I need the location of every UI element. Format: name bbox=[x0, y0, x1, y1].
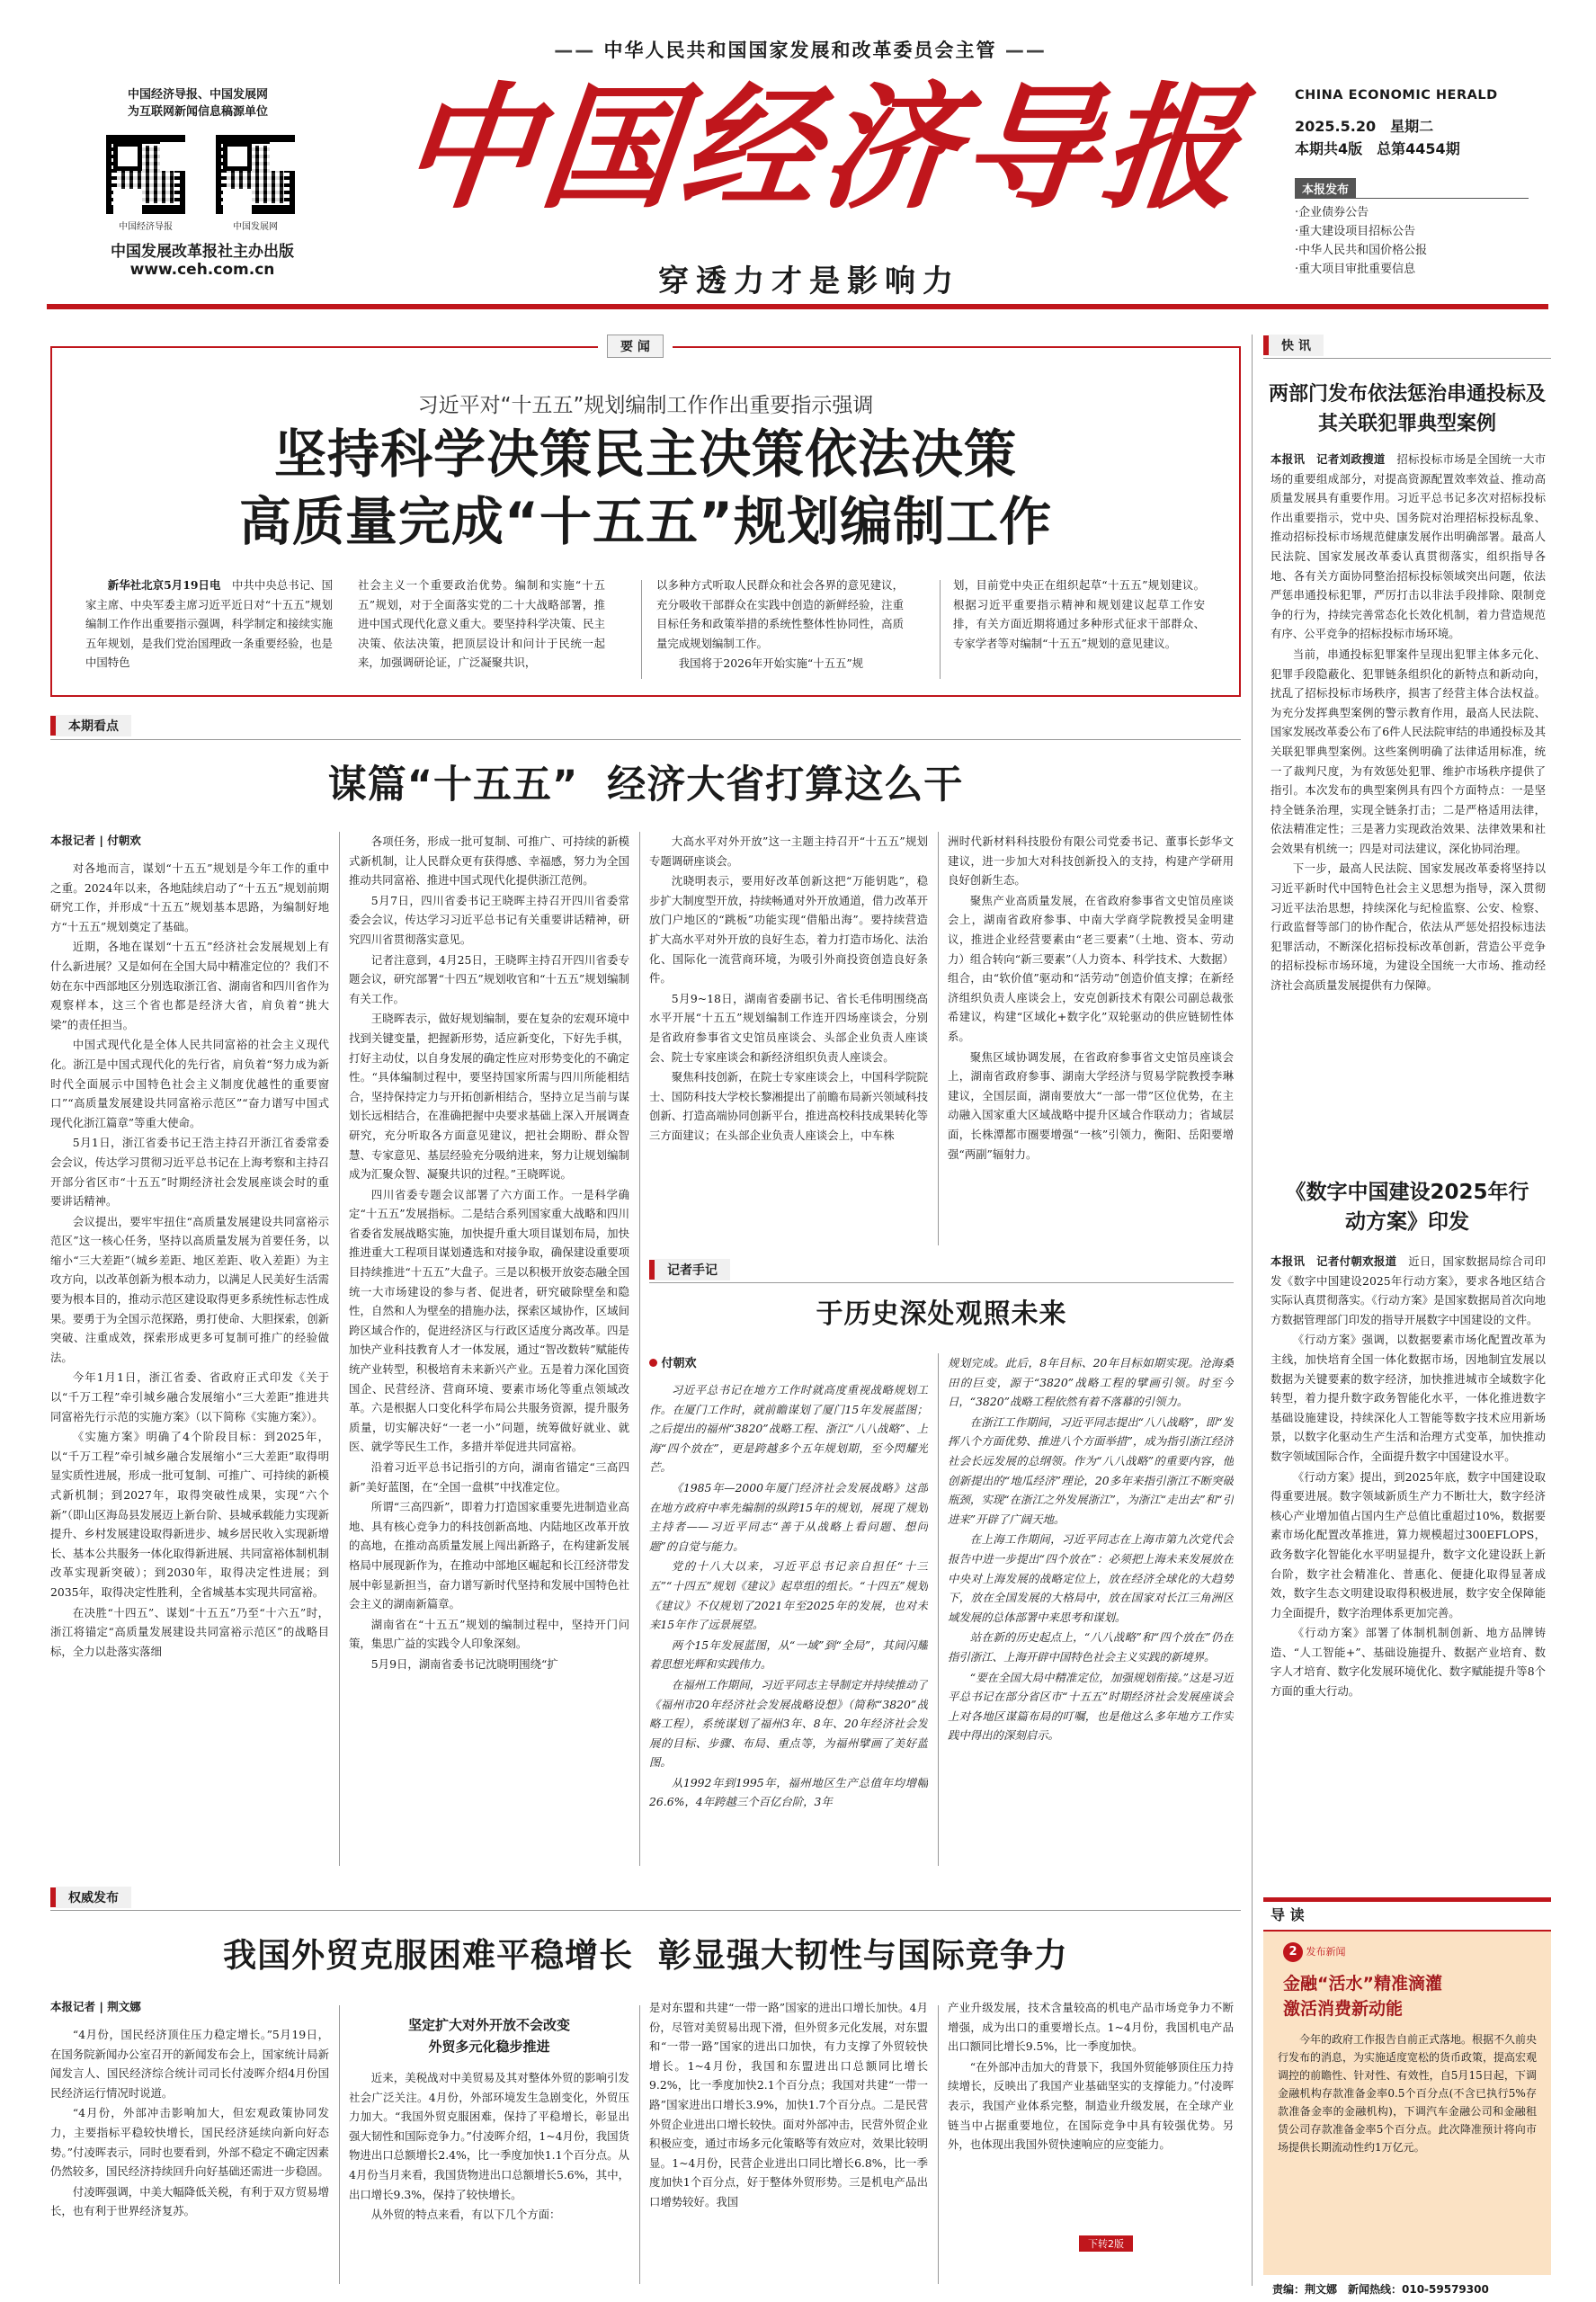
feature-paragraph: 记者注意到，4月25日，王晓晖主持召开四川省委专题会议，研究部署“十四五”规划收官和“十五五”规划编制有关工作。 bbox=[349, 952, 629, 1005]
kuaixun-byline: 本报讯 记者刘政搜道 bbox=[1271, 452, 1386, 466]
feature-paragraph: 聚焦区域协调发展，在省政府参事省文史馆员座谈会上，湖南省政府参事、湖南大学经济与贸易学院教授李琳建议，全国层面，湖南要放大“一部一带”区位优势，在主动融入国家重大区域战略中提升区域合作联动力；省域层面，长株潭都市圈要增强“一核”引领力，衡阳、岳阳要增强“两副”辐射力。 bbox=[948, 1049, 1234, 1161]
release-list bbox=[1295, 203, 1538, 279]
release-item[interactable]: ·企业债券公告 bbox=[1295, 206, 1369, 219]
feature-paragraph: 5月9~18日，湖南省委副书记、省长毛伟明围绕高水平开展“十五五”规划编制工作连开四场座谈会，分别是省政府参事省文史馆员座谈会、头部企业负责人座谈会、院士专家座谈会和新经济组织负责人座谈会。 bbox=[649, 991, 928, 1064]
trade-subhead-1: 坚定扩大对外开放不会改变 bbox=[407, 2017, 570, 2033]
feature-col-2 bbox=[349, 832, 629, 1870]
feature-paragraph: 聚焦科技创新，在院士专家座谈会上，中国科学院院士、国防科技大学校长黎湘提出了前瞻布局新兴领域科技创新、打造高端协同创新平台，推进高校科技成果转化等三方面建议；在头部企业负责人座谈会上，中车株 bbox=[649, 1070, 928, 1142]
lead-text: 以多种方式听取人民群众和社会各界的意见建议，充分吸收干部群众在实践中创造的新鲜经验，注重目标任务和政策举措的系统性整体性协同性，高质量完成规划编制工作。 bbox=[656, 578, 904, 650]
feature-paragraph: 大高水平对外开放”这一主题主持召开“十五五”规划专题调研座谈会。 bbox=[649, 834, 928, 868]
issue-pages: 本期共4版 bbox=[1295, 140, 1363, 157]
column-rule bbox=[938, 1353, 939, 1866]
left-note-line-1: 中国经济导报、中国发展网 bbox=[127, 88, 268, 102]
column-rule bbox=[339, 2005, 340, 2284]
note-paragraph: 《1985年—2000年厦门经济社会发展战略》这部在地方政府中率先编制的纵跨15年的规划，展现了规划主持者——习近平同志“善于从战略上看问题、想问题”的自觉与能力。 bbox=[649, 1480, 928, 1553]
guide-title: 导 读 bbox=[1263, 1902, 1551, 1932]
trade-subhead bbox=[349, 2014, 629, 2057]
feature-paragraph: 在决胜“十四五”、谋划“十五五”乃至“十六五”时，浙江将锚定“高质量发展建设共同富裕示范区”的战略目标，全力以赴落实落细 bbox=[50, 1605, 329, 1658]
guide-page-num[interactable]: 2 bbox=[1283, 1942, 1303, 1962]
issue-info bbox=[1295, 115, 1529, 160]
column-rule bbox=[938, 2005, 939, 2284]
trade-col-4 bbox=[948, 1998, 1234, 2230]
feature-tag: 本期看点 bbox=[56, 715, 131, 736]
digital-china-text: 《行动方案》强调，以数据要素市场化配置改革为主线，加快培育全国一体化数据市场，因地制宜发展以数据为关键要素的数字经济，加快推进城市全域数字化转型，着力提升数字政务智能化水平，一体化推进数字基础设施建设，持续深化人工智能等数字技术应用新场景，以数字化驱动生产生活和治理方式变革，加快推动数字领域国际合作，全面提升数字中国建设水平。 bbox=[1271, 1333, 1546, 1463]
website[interactable]: www.ceh.com.cn bbox=[129, 261, 275, 279]
trade-subhead-2: 外贸多元化稳步推进 bbox=[428, 2039, 550, 2055]
trade-paragraph: 是对东盟和共建“一带一路”国家的进出口增长加快。4月份，尽管对美贸易出现下滑，但外贸多元化发展，对东盟和“一带一路”国家的进出口加快，有力支撑了外贸较快增长。1~4月份，我国和东盟进出口总额同比增长9.2%，比一季度加快2.1个百分点；我国对共建“一带一路”国家进出口增长3.9%，加快1.7个百分点。二是民营外贸企业进出口增长较快。面对外部冲击，民营外贸企业积极应变，通过市场多元化策略等有效应对，效果比较明显。1~4月份，民营企业进出口同比增长6.8%，比一季度加快1个百分点，好于整体外贸形势。三是机电产品出口增势较好。我国 bbox=[649, 2001, 928, 2208]
digital-china-text: 近日，国家数据局综合司印发《数字中国建设2025年行动方案》，要求各地区结合实际认真贯彻落实。《行动方案》是国家数据局首次向地方数据管理部门印发的指导开展数字中国建设的文件。 bbox=[1271, 1254, 1546, 1326]
lead-dateline: 新华社北京5月19日电 bbox=[107, 578, 221, 592]
feature-paragraph: 王晓晖表示，做好规划编制，要在复杂的宏观环境中找到关键变量，把握新形势，适应新变化，下好先手棋，打好主动仗，以自身发展的确定性应对形势变化的不确定性。“具体编制过程中，要坚持国家所需与四川所能相结合，坚持保持定力与开拓创新相结合，坚持立足当前与谋划长远相结合，在准确把握中央要求基础上深入开展调查研究，充分听取各方面意见建议，把社会期盼、群众智慧、专家意见、基层经验充分吸纳进来，努力让规划编制成为汇聚众智、凝聚共识的过程。”王晓晖说。 bbox=[349, 1012, 629, 1182]
slogan: 穿透力才是影响力 bbox=[658, 263, 960, 299]
note-paragraph: 两个15年发展蓝图，从“一域”到“全局”，其间闪耀着思想光辉和实践伟力。 bbox=[649, 1637, 928, 1672]
trade-byline: 本报记者 | 荆文娜 bbox=[50, 2000, 141, 2013]
digital-china-headline[interactable]: 《数字中国建设2025年行动方案》印发 bbox=[1285, 1181, 1529, 1234]
newspaper-title: 中国经济导报 bbox=[393, 69, 1253, 228]
kuaixun-text: 招标投标市场是全国统一大市场的重要组成部分，对提高资源配置效率效益、推动高质量发展具有重要作用。习近平总书记多次对招标投标作出重要指示，党中央、国务院对治理招标投标乱象、推动招标投标市场规范健康发展作出明确部署。最高人民法院、国家发展改革委认真贯彻落实，组织指导各地、各有关方面协同整治招标投标领域突出问题，依法严惩串通投标犯罪，严厉打击以非法手段排除、限制竞争的行为，持续完善常态化长效化机制，着力营造规范有序、公平竞争的招标投标市场环境。 bbox=[1271, 452, 1546, 641]
note-byline bbox=[649, 1353, 697, 1370]
note-paragraph: 从1992年到1995年，福州地区生产总值年均增幅26.6%，4年跨越三个百亿台阶，3年 bbox=[649, 1775, 928, 1809]
qr-caption-right: 中国发展网 bbox=[233, 222, 278, 232]
guide-text: 今年的政府工作报告自前正式落地。根据不久前央行发布的消息，为实施适度宽松的货币政策，提高宏观调控的前瞻性、针对性、有效性，自5月15日起，下调金融机构存款准备金率0.5个百分点(不含已执行5%存款准备金率的金融机构)，下调汽车金融公司和金融租赁公司存款准备金率5个百分点。此次降准预计将向市场提供长期流动性约1万亿元。 bbox=[1278, 2033, 1538, 2154]
trade-paragraph: “4月份，外部冲击影响加大，但宏观政策协同发力，主要指标平稳较快增长，国民经济延续向新向好态势。”付凌晖表示，同时也要看到，外部不稳定不确定因素仍然较多，国民经济持续回升向好基础还需进一步稳固。 bbox=[50, 2106, 329, 2179]
feature-paragraph: 洲时代新材料科技股份有限公司党委书记、董事长彭华文建议，进一步加大对科技创新投入的支持，构建产学研用良好创新生态。 bbox=[948, 834, 1234, 888]
lead-text: 划，目前党中央正在组织起草“十五五”规划建议。根据习近平重要指示精神和规划建议起草工作安排，有关方面近期将通过多种形式征求干部群众、专家学者等对编制“十五五”规划的意见建议。 bbox=[953, 578, 1205, 650]
feature-paragraph: 5月9日，湖南省委书记沈晓明围绕“扩 bbox=[370, 1656, 558, 1671]
column-rule bbox=[339, 832, 340, 1866]
qr-code-icon bbox=[106, 135, 185, 214]
kuaixun-tag bbox=[1263, 335, 1324, 356]
column-rule bbox=[639, 832, 640, 1866]
trade-paragraph: 近来，美税战对中美贸易及其对整体外贸的影响引发社会广泛关注。4月份，外部环境发生急剧变化，外贸压力加大。“我国外贸克服困难，保持了平稳增长，彰显出强大韧性和国际竞争力。”付凌晖介绍，1~4月份，我国货物进出口总额增长2.4%，比一季度加快1.1个百分点。从4月份当月来看，我国货物进出口总额增长5.6%，其中，出口增长9.3%，保持了较快增长。 bbox=[349, 2071, 629, 2201]
trade-tag: 权威发布 bbox=[56, 1887, 131, 1908]
note-paragraph: 规划完成。此后，8年目标、20年目标如期实现。沧海桑田的巨变，源于“3820”战略工程的擘画引领。时至今日，“3820”战略工程依然有着不落幕的引领力。 bbox=[948, 1356, 1234, 1409]
note-paragraph: 在浙江工作期间，习近平同志提出“八八战略”，即“发挥八个方面优势、推进八个方面举措”，成为指引浙江经济社会长远发展的总纲领。作为“八八战略”的重要内容，他创新提出的“地瓜经济”理论，20多年来指引浙江不断突破瓶颈，实现“在浙江之外发展浙江”，为浙江“走出去”和“引进来”开辟了广阔天地。 bbox=[948, 1414, 1234, 1526]
issue-number: 总第4454期 bbox=[1377, 140, 1460, 157]
note-headline[interactable]: 于历史深处观照未来 bbox=[816, 1298, 1067, 1330]
kuaixun-rule bbox=[1263, 358, 1551, 359]
lead-text: 中共中央总书记、国家主席、中央军委主席习近平近日对“十五五”规划编制工作作出重要指示强调，科学制定和接续实施五年规划，是我们党治国理政一条重要经验，也是中国特色 bbox=[85, 578, 333, 670]
feature-col-1 bbox=[50, 859, 329, 1870]
left-note bbox=[99, 86, 297, 120]
feature-paragraph: 今年1月1日，浙江省委、省政府正式印发《关于以“千万工程”牵引城乡融合发展缩小“三大差距”推进共同富裕先行示范的实施方案》（以下简称《实施方案》）。 bbox=[50, 1370, 329, 1423]
column-rule bbox=[641, 580, 642, 679]
feature-paragraph: 5月1日，浙江省委书记王浩主持召开浙江省委常委会会议，传达学习贯彻习近平总书记在上海考察和主持召开部分省区市“十五五”时期经济社会发展座谈会时的重要讲话精神。 bbox=[50, 1136, 329, 1209]
feature-paragraph: 所谓“三高四新”，即着力打造国家重要先进制造业高地、具有核心竞争力的科技创新高地、内陆地区改革开放的高地，在推动高质量发展上闯出新路子，在构建新发展格局中展现新作为，在推动中部地区崛起和长江经济带发展中彰显新担当，奋力谱写新时代坚持和发展中国特色社会主义的湖南新篇章。 bbox=[349, 1500, 629, 1611]
issue-date: 2025.5.20 bbox=[1295, 118, 1377, 135]
column-rule bbox=[1252, 335, 1253, 2286]
feature-paragraph: 沈晓明表示，要用好改革创新这把“万能钥匙”，稳步扩大制度型开放，持续畅通对外开放通道，借力改革开放门户地区的“跳板”功能实现“借船出海”。要持续营造扩大高水平对外开放的良好生态，着力打造市场化、法治化、国际化一流营商环境，为吸引外商投资创造良好条件。 bbox=[649, 874, 928, 986]
digital-china-text: 《行动方案》提出，到2025年底，数字中国建设取得重要进展。数字领域新质生产力不断壮大，数字经济核心产业增加值占国内生产总值比重超过10%，数据要素市场化配置改革推进，算力规模超过300EFLOPS，政务数字化智能化水平明显提升，数字文化建设跃上新台阶，数字社会精准化、普惠化、便捷化取得显著成效，数字生态文明建设取得积极进展，数字安全保障能力全面提升，数字治理体系更加完善。 bbox=[1271, 1469, 1546, 1619]
supervisor-text: 中华人民共和国国家发展和改革委员会主管 bbox=[603, 40, 997, 61]
feature-col-3 bbox=[649, 832, 928, 1241]
kuaixun-body bbox=[1271, 450, 1546, 1169]
feature-paragraph: 5月7日，四川省委书记王晓晖主持召开四川省委常委会会议，传达学习习近平总书记有关重要讲话精神，研究四川省贯彻落实意见。 bbox=[349, 893, 629, 946]
release-label-rule bbox=[1295, 198, 1529, 199]
feature-paragraph: 近期，各地在谋划“十五五”经济社会发展规划上有什么新进展？又是如何在全国大局中精准定位的？我们不妨在东中西部地区分别选取浙江省、湖南省和四川省作为观察样本，这三个省也都是经济大省，肩负着“挑大梁”的责任担当。 bbox=[50, 940, 329, 1031]
note-paragraph: 党的十八大以来，习近平总书记亲自担任“十三五”“十四五”规划《建议》起草组的组长。“十四五”规划《建议》不仅规划了2021年至2025年的发展，也对未来15年作了远景展望。 bbox=[649, 1559, 928, 1632]
release-item[interactable]: ·重大项目审批重要信息 bbox=[1295, 263, 1416, 276]
kuaixun-tag-label: 快 讯 bbox=[1269, 335, 1324, 356]
guide-headline-1: 金融“活水”精准滴灌 bbox=[1283, 1974, 1442, 1994]
feature-rule bbox=[50, 739, 1241, 740]
masthead bbox=[0, 0, 1596, 306]
trade-headline[interactable]: 我国外贸克服困难平稳增长 彰显强大韧性与国际竞争力 bbox=[223, 1936, 1068, 1975]
qr-caption-left: 中国经济导报 bbox=[119, 222, 173, 232]
supervisor-line: —— 中华人民共和国国家发展和改革委员会主管 —— bbox=[554, 40, 1047, 61]
feature-col-4 bbox=[948, 832, 1234, 1241]
lead-kicker: 习近平对“十五五”规划编制工作作出重要指示强调 bbox=[417, 394, 874, 417]
lead-headline-2[interactable]: 高质量完成“十五五”规划编制工作 bbox=[238, 491, 1053, 552]
note-tag-bar bbox=[649, 1259, 1234, 1280]
masthead-divider bbox=[47, 304, 1548, 309]
feature-paragraph: 各项任务，形成一批可复制、可推广、可持续的新模式新机制，让人民群众更有获得感、幸福感，努力为全国推动共同富裕、推进中国式现代化提供浙江范例。 bbox=[349, 834, 629, 888]
digital-china-body bbox=[1271, 1252, 1546, 1872]
trade-col-1 bbox=[50, 2025, 329, 2284]
feature-paragraph: 聚焦产业高质量发展，在省政府参事省文史馆员座谈会上，湖南省政府参事、中南大学商学院教授吴金明建议，推进企业经营要素由“老三要素”（土地、资本、劳动力）组合转向“新三要素”（人力资本、科学技术、大数据）组合，由“软价值”驱动和“活劳动”创造价值支撑；在新经济组织负责人座谈会上，安克创新技术有限公司副总裁张希建议，构建“区域化+数字化”双轮驱动的供应链韧性体系。 bbox=[948, 893, 1234, 1043]
qr-code-icon bbox=[216, 135, 295, 214]
feature-paragraph: 对各地而言，谋划“十五五”规划是今年工作的重中之重。2024年以来，各地陆续启动了“十五五”规划前期研究工作，并形成“十五五”规划基本思路，为编制好地方“十五五”规划奠定了基础。 bbox=[50, 861, 329, 933]
guide-page-tag: 发布新闻 bbox=[1306, 1946, 1346, 1958]
feature-byline: 本报记者 | 付朝欢 bbox=[50, 834, 141, 847]
feature-paragraph: 湖南省在“十五五”规划的编制过程中，坚持开门问策，集思广益的实践令人印象深刻。 bbox=[349, 1617, 629, 1651]
note-author: 付朝欢 bbox=[661, 1357, 697, 1370]
note-paragraph: “要在全国大局中精准定位，加强规划衔接。”这是习近平总书记在部分省区市“十五五”时期经济社会发展座谈会上对各地区谋篇布局的叮嘱，也是他这么多年地方工作实践中得出的深刻启示。 bbox=[948, 1670, 1234, 1743]
trade-paragraph: “在外部冲击加大的背景下，我国外贸能够顶住压力持续增长，反映出了我国产业基础坚实的支撑能力。”付凌晖表示，我国产业体系完整，制造业升级发展，在全球产业链当中占据重要地位，在国际竞争中具有较强优势。另外，也体现出我国外贸快速响应的应变能力。 bbox=[948, 2059, 1234, 2152]
lead-col-1 bbox=[85, 576, 333, 674]
release-label: 本报发布 bbox=[1295, 178, 1356, 199]
note-paragraph: 习近平总书记在地方工作时就高度重视战略规划工作。在厦门工作时，就前瞻谋划了厦门15年发展蓝图；之后提出的福州“3820”战略工程、浙江“八八战略”、上海“四个放在”，更是跨越多个五年规划期，至今閃耀光芒。 bbox=[649, 1383, 928, 1475]
release-item[interactable]: ·重大建设项目招标公告 bbox=[1295, 225, 1416, 238]
feature-paragraph: 沿着习近平总书记指引的方向，湖南省锚定“三高四新”美好蓝图，在“全国一盘棋”中找准定位。 bbox=[349, 1460, 629, 1494]
trade-tag-bar bbox=[50, 1887, 1241, 1908]
note-tag: 记者手记 bbox=[655, 1259, 730, 1280]
english-name: CHINA ECONOMIC HERALD bbox=[1295, 88, 1498, 103]
column-rule bbox=[940, 580, 941, 679]
qr-code-right[interactable] bbox=[216, 135, 295, 214]
continue-label[interactable]: 下转2版 bbox=[1079, 2235, 1133, 2252]
guide-box bbox=[1263, 1897, 1551, 2275]
note-paragraph: 站在新的历史起点上，“八八战略”和“四个放在”仍在指引浙江、上海开辟中国特色社会主义实践的新境界。 bbox=[948, 1630, 1234, 1664]
guide-headline-2: 激活消费新动能 bbox=[1283, 1999, 1404, 2019]
column-rule bbox=[639, 2005, 640, 2284]
kuaixun-text: 当前，串通投标犯罪案件呈现出犯罪主体多元化、犯罪手段隐蔽化、犯罪链条组织化的新特点和新动向，扰乱了招标投标市场秩序，损害了经营主体合法权益。为充分发挥典型案例的警示教育作用，最高人民法院、国家发展改革委公布了6件人民法院审结的串通投标及其关联犯罪典型案例。这些案例明确了法律适用标准，统一了裁判尺度，为有效惩处犯罪、维护市场秩序提供了指引。本次发布的典型案例具有四个方面特点：一是坚持全链条治理，实现全链条打击；二是严格适用法律，依法精准定性；三是著力实现政治效果、法律效果和社会效果有机统一；四是对司法建议，深化协同治理。 bbox=[1271, 647, 1546, 855]
lead-col-4 bbox=[953, 576, 1205, 654]
feature-tag-bar bbox=[50, 715, 1241, 736]
note-paragraph: 在上海工作期间，习近平同志在上海市第九次党代会报告中进一步提出“四个放在”：必须把上海未来发展放在中央对上海发展的战略定位上，放在经济全球化的大趋势下，放在全国发展的大格局中，放在国家对长江三角洲区域发展的总体部署中来思考和谋划。 bbox=[948, 1532, 1234, 1624]
guide-page bbox=[1283, 1942, 1551, 1962]
bullet-icon bbox=[649, 1359, 657, 1367]
note-col-1 bbox=[649, 1380, 928, 1870]
lead-col-2 bbox=[358, 576, 605, 674]
guide-headline[interactable] bbox=[1283, 1971, 1551, 2021]
lead-tag: 要 闻 bbox=[607, 335, 664, 358]
publisher: 中国发展改革报社主办出版 bbox=[111, 243, 294, 261]
note-col-2 bbox=[948, 1353, 1234, 1870]
note-paragraph: 在福州工作期间，习近平同志主导制定并持续推动了《福州市20年经济社会发展战略设想》（简称“3820”战略工程），系统谋划了福州3年、8年、20年经济社会发展的目标、步骤、布局、重点等，为福州擘画了美好蓝图。 bbox=[649, 1677, 928, 1770]
trade-col-2 bbox=[349, 2068, 629, 2284]
trade-paragraph: 产业升级发展，技术含量较高的机电产品市场竞争力不断增强，成为出口的重要增长点。1~4月份，我国机电产品出口额同比增长9.5%，比一季度加快。 bbox=[948, 2001, 1234, 2054]
left-note-line-2: 为互联网新闻信息稿源单位 bbox=[127, 105, 268, 119]
lead-headline-1[interactable]: 坚持科学决策民主决策依法决策 bbox=[273, 424, 1017, 485]
trade-paragraph: 从外贸的特点来看，有以下几个方面： bbox=[370, 2208, 561, 2222]
digital-china-text: 《行动方案》部署了体制机制创新、地方品牌铸造、“人工智能+”、基础设施提升、数据产业培育、数字人才培育、数字化发展环境优化、数字赋能提升等8个方面的重大行动。 bbox=[1271, 1626, 1546, 1699]
lead-tag-wrap bbox=[598, 335, 673, 358]
feature-headline[interactable]: 谋篇“十五五” 经济大省打算这么干 bbox=[327, 763, 964, 807]
trade-col-3 bbox=[649, 1998, 928, 2284]
lead-text: 我国将于2026年开始实施“十五五”规 bbox=[678, 656, 864, 671]
qr-code-left[interactable] bbox=[106, 135, 185, 214]
issue-weekday: 星期二 bbox=[1390, 118, 1434, 135]
trade-paragraph: 付凌晖强调，中美大幅降低关税，有利于双方贸易增长，也有利于世界经济复苏。 bbox=[50, 2184, 329, 2218]
lead-col-3 bbox=[656, 576, 904, 674]
kuaixun-text: 下一步，最高人民法院、国家发展改革委将坚持以习近平新时代中国特色社会主义思想为指导，深入贯彻习近平法治思想，持续深化与纪检监察、公安、检察、行政监督等部门的协作配合，依法从严惩处招投标违法犯罪活动，不断深化招标投标改革创新，营造公平竞争的招标投标市场环境，为建设全国统一大市场、推动经济社会高质量发展提供有力保障。 bbox=[1271, 861, 1546, 993]
release-item[interactable]: ·中华人民共和国价格公报 bbox=[1295, 244, 1428, 257]
trade-rule bbox=[50, 1910, 1241, 1911]
trade-paragraph: “4月份，国民经济顶住压力稳定增长。”5月19日，在国务院新闻办公室召开的新闻发布会上，国家统计局新闻发言人、国民经济综合统计司司长付凌晖介绍4月份国民经济运行情况时说道。 bbox=[50, 2028, 329, 2100]
kuaixun-headline[interactable]: 两部门发布依法惩治串通投标及其关联犯罪典型案例 bbox=[1268, 383, 1546, 435]
feature-paragraph: 会议提出，要牢牢扭住“高质量发展建设共同富裕示范区”这一核心任务，坚持以高质量发展为首要任务，以缩小“三大差距”（城乡差距、地区差距、收入差距）为主攻方向，以改革创新为根本动力，以满足人民美好生活需要为根本目的，推动示范区建设取得更多系统性标志性成果。要勇于为全国示范探路，勇打使命、大胆探索，创新突破、注重成效，探索形成更多可复制可推广的经验做法。 bbox=[50, 1214, 329, 1364]
column-rule bbox=[938, 832, 939, 1245]
editor-line: 责编：荆文娜 新闻热线：010-59579300 bbox=[1272, 2283, 1489, 2296]
note-rule bbox=[649, 1282, 1234, 1283]
digital-china-byline: 本报讯 记者付朝欢报道 bbox=[1271, 1254, 1397, 1268]
feature-paragraph: 《实施方案》明确了4个阶段目标：到2025年，以“千万工程”牵引城乡融合发展缩小“三大差距”取得明显实质性进展，形成一批可复制、可推广、可持续的新模式新机制；到2027年，取得突破性成果，实现“六个新”（即山区海岛县发展迈上新台阶、县城承载能力实现新提升、乡村发展建设取得新进步、城乡居民收入实现新增长、基本公共服务一体化取得新进展、共同富裕体制机制改革实现新突破）；到2030年，取得决定性进展；到2035年，取得决定性胜利，全省城基本实现共同富裕。 bbox=[50, 1430, 329, 1599]
feature-paragraph: 中国式现代化是全体人民共同富裕的社会主义现代化。浙江是中国式现代化的先行省，肩负着“努力成为新时代全面展示中国特色社会主义制度优越性的重要窗口”“高质量发展建设共同富裕示范区”“奋力谱写中国式现代化浙江篇章”等重大使命。 bbox=[50, 1038, 329, 1129]
lead-text: 社会主义一个重要政治优势。编制和实施“十五五”规划，对于全面落实党的二十大战略部署，推进中国式现代化意义重大。要坚持科学决策、民主决策、依法决策，把顶层设计和问计于民统一起来，加强调研论证，广泛凝聚共识， bbox=[358, 578, 605, 670]
feature-paragraph: 四川省委专题会议部署了六方面工作。一是科学确定“十五五”发展指标。二是结合系列国家重大战略和四川省委省发展战略实施，加快提升重大项目谋划布局，加快推进重大工程项目谋划遴选和对接争取，确保建设重要项目持续推进“十五五”大盘子。三是以积极开放姿态融全国统一大市场建设的参与者、促进者，研究破除壁垒和隐性，自然和人为壁垒的措施办法，探索区域协作，区域间跨区域合作的，促进经济区与行政区适度分离改革。四是加快产业科技教育人才一体发展，通过“智改数转”赋能传统产业转型，积极培育未来新兴产业。五是着力深化国资国企、民营经济、营商环境、要素市场化等重点领域改革。六是根据人口变化科学布局公共服务资源，提升服务质量，切实解决好“一老一小”问题，统筹做好就业、就医、就学等民生工作，多措并举促进共同富裕。 bbox=[349, 1187, 629, 1454]
